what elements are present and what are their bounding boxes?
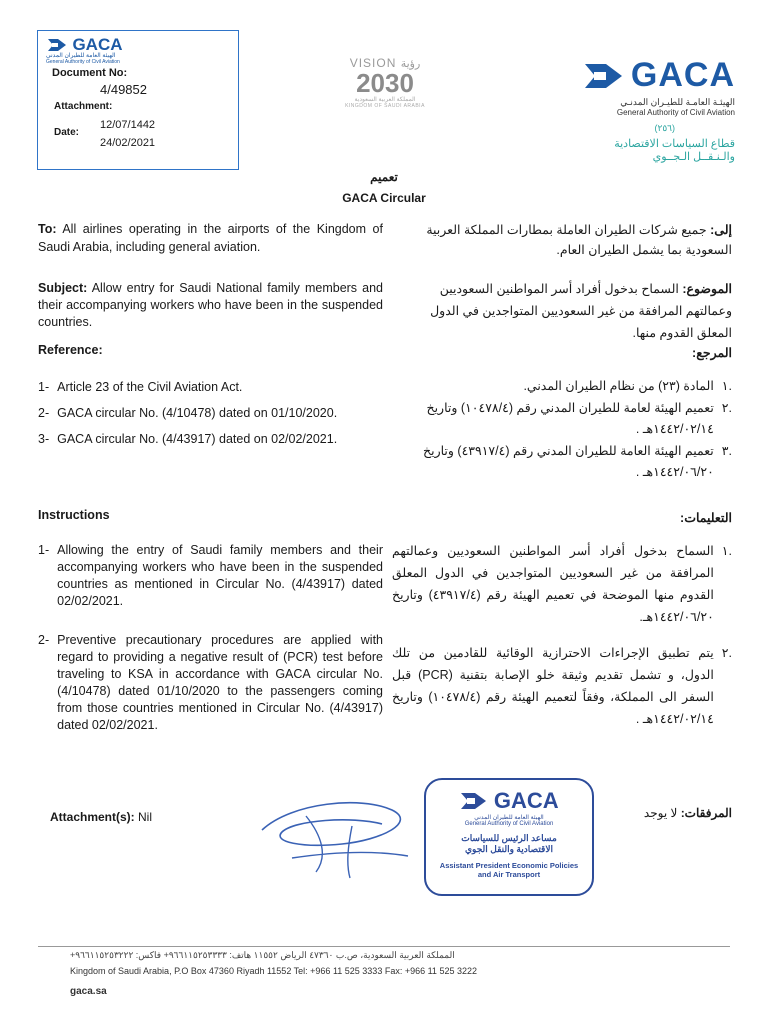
title-en: GACA Circular	[342, 191, 426, 205]
reference-ar-item-num: .٢	[721, 401, 732, 415]
instruction-item	[38, 632, 383, 734]
gaca-emblem-icon	[459, 791, 489, 811]
reference-ar-item	[392, 441, 732, 483]
instruction-ar-item-num: .١	[721, 544, 732, 558]
attachments-ar	[600, 806, 732, 820]
attachment-label: Attachment:	[54, 101, 113, 112]
instruction-ar-item-text: السماح بدخول أفراد أسر المواطنين السعوديين وعمالتهم المرافقة من غير السعوديين المتواجدين في الدول المعلق القدوم منها الموضحة في تعميم الهيئة رقم (٤٣٩١٧/٤) وتاريخ ١٤٤٢/٠٦/٢٠هـ.	[392, 544, 714, 624]
doc-box-logo-text: GACA	[72, 35, 123, 54]
stamp-en-title-line1: Assistant President Economic Policies	[439, 861, 579, 870]
footer-divider	[38, 946, 730, 947]
gaca-emblem-icon	[582, 61, 626, 91]
vision-ar: رؤية	[400, 58, 421, 70]
doc-box-logo-sub-en: General Authority of Civil Aviation	[46, 59, 120, 65]
stamp-ar-title: مساعد الرئيس للسياسات الاقتصادية والنقل الجوي	[461, 833, 557, 854]
gaca-header-logo-text: GACA	[630, 56, 735, 94]
instructions-list-ar	[392, 540, 732, 730]
to-ar	[392, 220, 732, 260]
reference-ar-label: المرجع:	[692, 346, 732, 360]
instructions-ar-label: التعليمات:	[680, 511, 732, 525]
instructions-label: Instructions	[38, 508, 110, 522]
reference-item-text: GACA circular No. (4/43917) dated on 02/02/2021.	[57, 432, 338, 446]
stamp-en-name: General Authority of Civil Aviation	[464, 821, 554, 827]
stamp-en-title-line2: and Air Transport	[477, 870, 541, 879]
to-en	[38, 220, 383, 256]
reference-item-text: Article 23 of the Civil Aviation Act.	[57, 380, 243, 394]
vision-year: 2030	[356, 68, 414, 98]
to-ar-text: جميع شركات الطيران العاملة بمطارات المملكة العربية السعودية بما يشمل الطيران العام.	[426, 223, 732, 257]
doc-no-label: Document No:	[52, 67, 128, 79]
attachments-label: Attachment(s):	[50, 810, 135, 824]
reference-ar-item-text: تعميم الهيئة العامة للطيران المدني رقم (٤٣٩١٧/٤) وتاريخ ١٤٤٢/٠٦/٢٠هـ .	[423, 444, 714, 479]
footer-website-link[interactable]: gaca.sa	[70, 986, 107, 997]
instruction-item-text: Allowing the entry of Saudi family members and their accompanying workers who have been in the suspended countries as mentioned in Circular No. (4/43917) dated 02/02/2021.	[57, 543, 383, 608]
date-hijri: 12/07/1442	[100, 119, 156, 131]
vision-prefix: VISION	[349, 56, 397, 70]
doc-box-logo-sub-ar: الهيئة العامة للطيران المدني	[46, 53, 116, 59]
vision-2030-logo	[340, 56, 430, 109]
title-ar: تعميم	[370, 170, 398, 184]
vision-en-sub: KINGDOM OF SAUDI ARABIA	[345, 103, 425, 109]
subject-text: Allow entry for Saudi National family members and their accompanying workers who have been in the suspended countries.	[38, 281, 383, 329]
instruction-item	[38, 542, 383, 610]
subject-ar-label: الموضوع:	[682, 282, 732, 296]
footer-ar: المملكة العربية السعودية، ص.ب ٤٧٣٦٠ الرياض ١١٥٥٢ هاتف: ٩٦٦١١٥٢٥٣٣٣٣+ فاكس: ٩٦٦١١٥٢٥٣٢٢٢+	[70, 950, 455, 960]
reference-item-num: 3-	[38, 432, 50, 446]
reference-ar-item-num: .١	[721, 379, 732, 393]
instructions-list-en	[38, 542, 383, 734]
gaca-emblem-icon	[46, 37, 68, 53]
instruction-item-num: 2-	[38, 633, 50, 647]
official-stamp	[424, 778, 594, 896]
reference-ar-item-num: .٣	[721, 444, 732, 458]
reference-item	[38, 406, 383, 432]
stamp-logo-text: GACA	[493, 788, 559, 813]
to-label: To:	[38, 222, 57, 236]
reference-item	[38, 432, 383, 458]
instruction-ar-item	[392, 540, 732, 628]
attachments-ar-label: المرفقات:	[680, 806, 732, 820]
subject-ar	[392, 278, 732, 344]
subject-en	[38, 280, 383, 331]
reference-label: Reference:	[38, 343, 103, 357]
gaca-ar-name: الهيئـة العامـة للطيـران المدنـي	[620, 97, 735, 107]
reference-ar-item-text: المادة (٢٣) من نظام الطيران المدني.	[523, 379, 714, 393]
doc-box-logo	[46, 35, 123, 55]
reference-ar-item-text: تعميم الهيئة لعامة للطيران المدني رقم (١٠٤٧٨/٤) وتاريخ ١٤٤٢/٠٢/١٤هـ .	[426, 401, 714, 436]
gaca-header-logo	[530, 56, 735, 163]
instruction-item-num: 1-	[38, 543, 50, 557]
footer-en: Kingdom of Saudi Arabia, P.O Box 47360 Riyadh 11552 Tel: +966 11 525 3333 Fax: +966 11 525 3222	[70, 966, 477, 976]
reference-ar-item	[392, 376, 732, 397]
to-ar-label: إلى:	[710, 223, 732, 237]
reference-list-en	[38, 380, 383, 458]
reference-item-num: 2-	[38, 406, 50, 420]
instruction-ar-item-text: يتم تطبيق الإجراءات الاحترازية الوقائية للقادمين من تلك الدول، و تشمل تقديم وثيقة خلو الإصابة بتقنية (PCR) قبل السفر الى المملكة، وفقاً لتعميم الهيئة رقم (١٠٤٧٨/٤) وتاريخ ١٤٤٢/٠٢/١٤هـ .	[392, 646, 714, 726]
subject-label: Subject:	[38, 281, 88, 295]
date-gregorian: 24/02/2021	[100, 137, 156, 149]
signature	[232, 786, 422, 886]
doc-no-value: 4/49852	[100, 82, 147, 97]
reference-item-num: 1-	[38, 380, 50, 394]
attachments-en	[50, 810, 152, 824]
subject-ar-text: السماح بدخول أفراد أسر المواطنين السعوديين وعمالتهم المرافقة من غير السعوديين المتواجدين في الدول المعلق القدوم منها.	[430, 282, 732, 340]
gaca-code: (٢٥٦)	[654, 123, 675, 133]
gaca-en-name: General Authority of Civil Aviation	[616, 108, 735, 117]
sector-line-2: والـنـقــل الـجــوي	[652, 151, 735, 163]
document-number-stamp	[37, 30, 239, 170]
to-text: All airlines operating in the airports of the Kingdom of Saudi Arabia, including general aviation.	[38, 222, 383, 254]
reference-item-text: GACA circular No. (4/10478) dated on 01/10/2020.	[57, 406, 338, 420]
instruction-item-text: Preventive precautionary procedures are applied with regard to providing a negative result of (PCR) test before traveling to KSA in accordance with GACA circular No. (4/10478) dated 01/10/2020 to the passengers coming from those countries mentioned in Circular No. (4/43917) dated 02/02/2021.	[57, 633, 383, 732]
instruction-ar-item	[392, 642, 732, 730]
sector-line-1: قطاع السياسات الاقتصادية	[614, 138, 735, 150]
stamp-ar-name: الهيئة العامة للطيران المدني	[474, 815, 544, 821]
attachments-value: Nil	[134, 810, 153, 824]
reference-item	[38, 380, 383, 406]
instruction-ar-item-num: .٢	[721, 646, 732, 660]
date-label: Date:	[54, 127, 80, 138]
reference-ar-item	[392, 398, 732, 440]
reference-list-ar	[392, 376, 732, 483]
vision-ar-sub: المملكة العربية السعودية	[354, 97, 416, 103]
attachments-ar-value: لا يوجد	[643, 806, 681, 820]
